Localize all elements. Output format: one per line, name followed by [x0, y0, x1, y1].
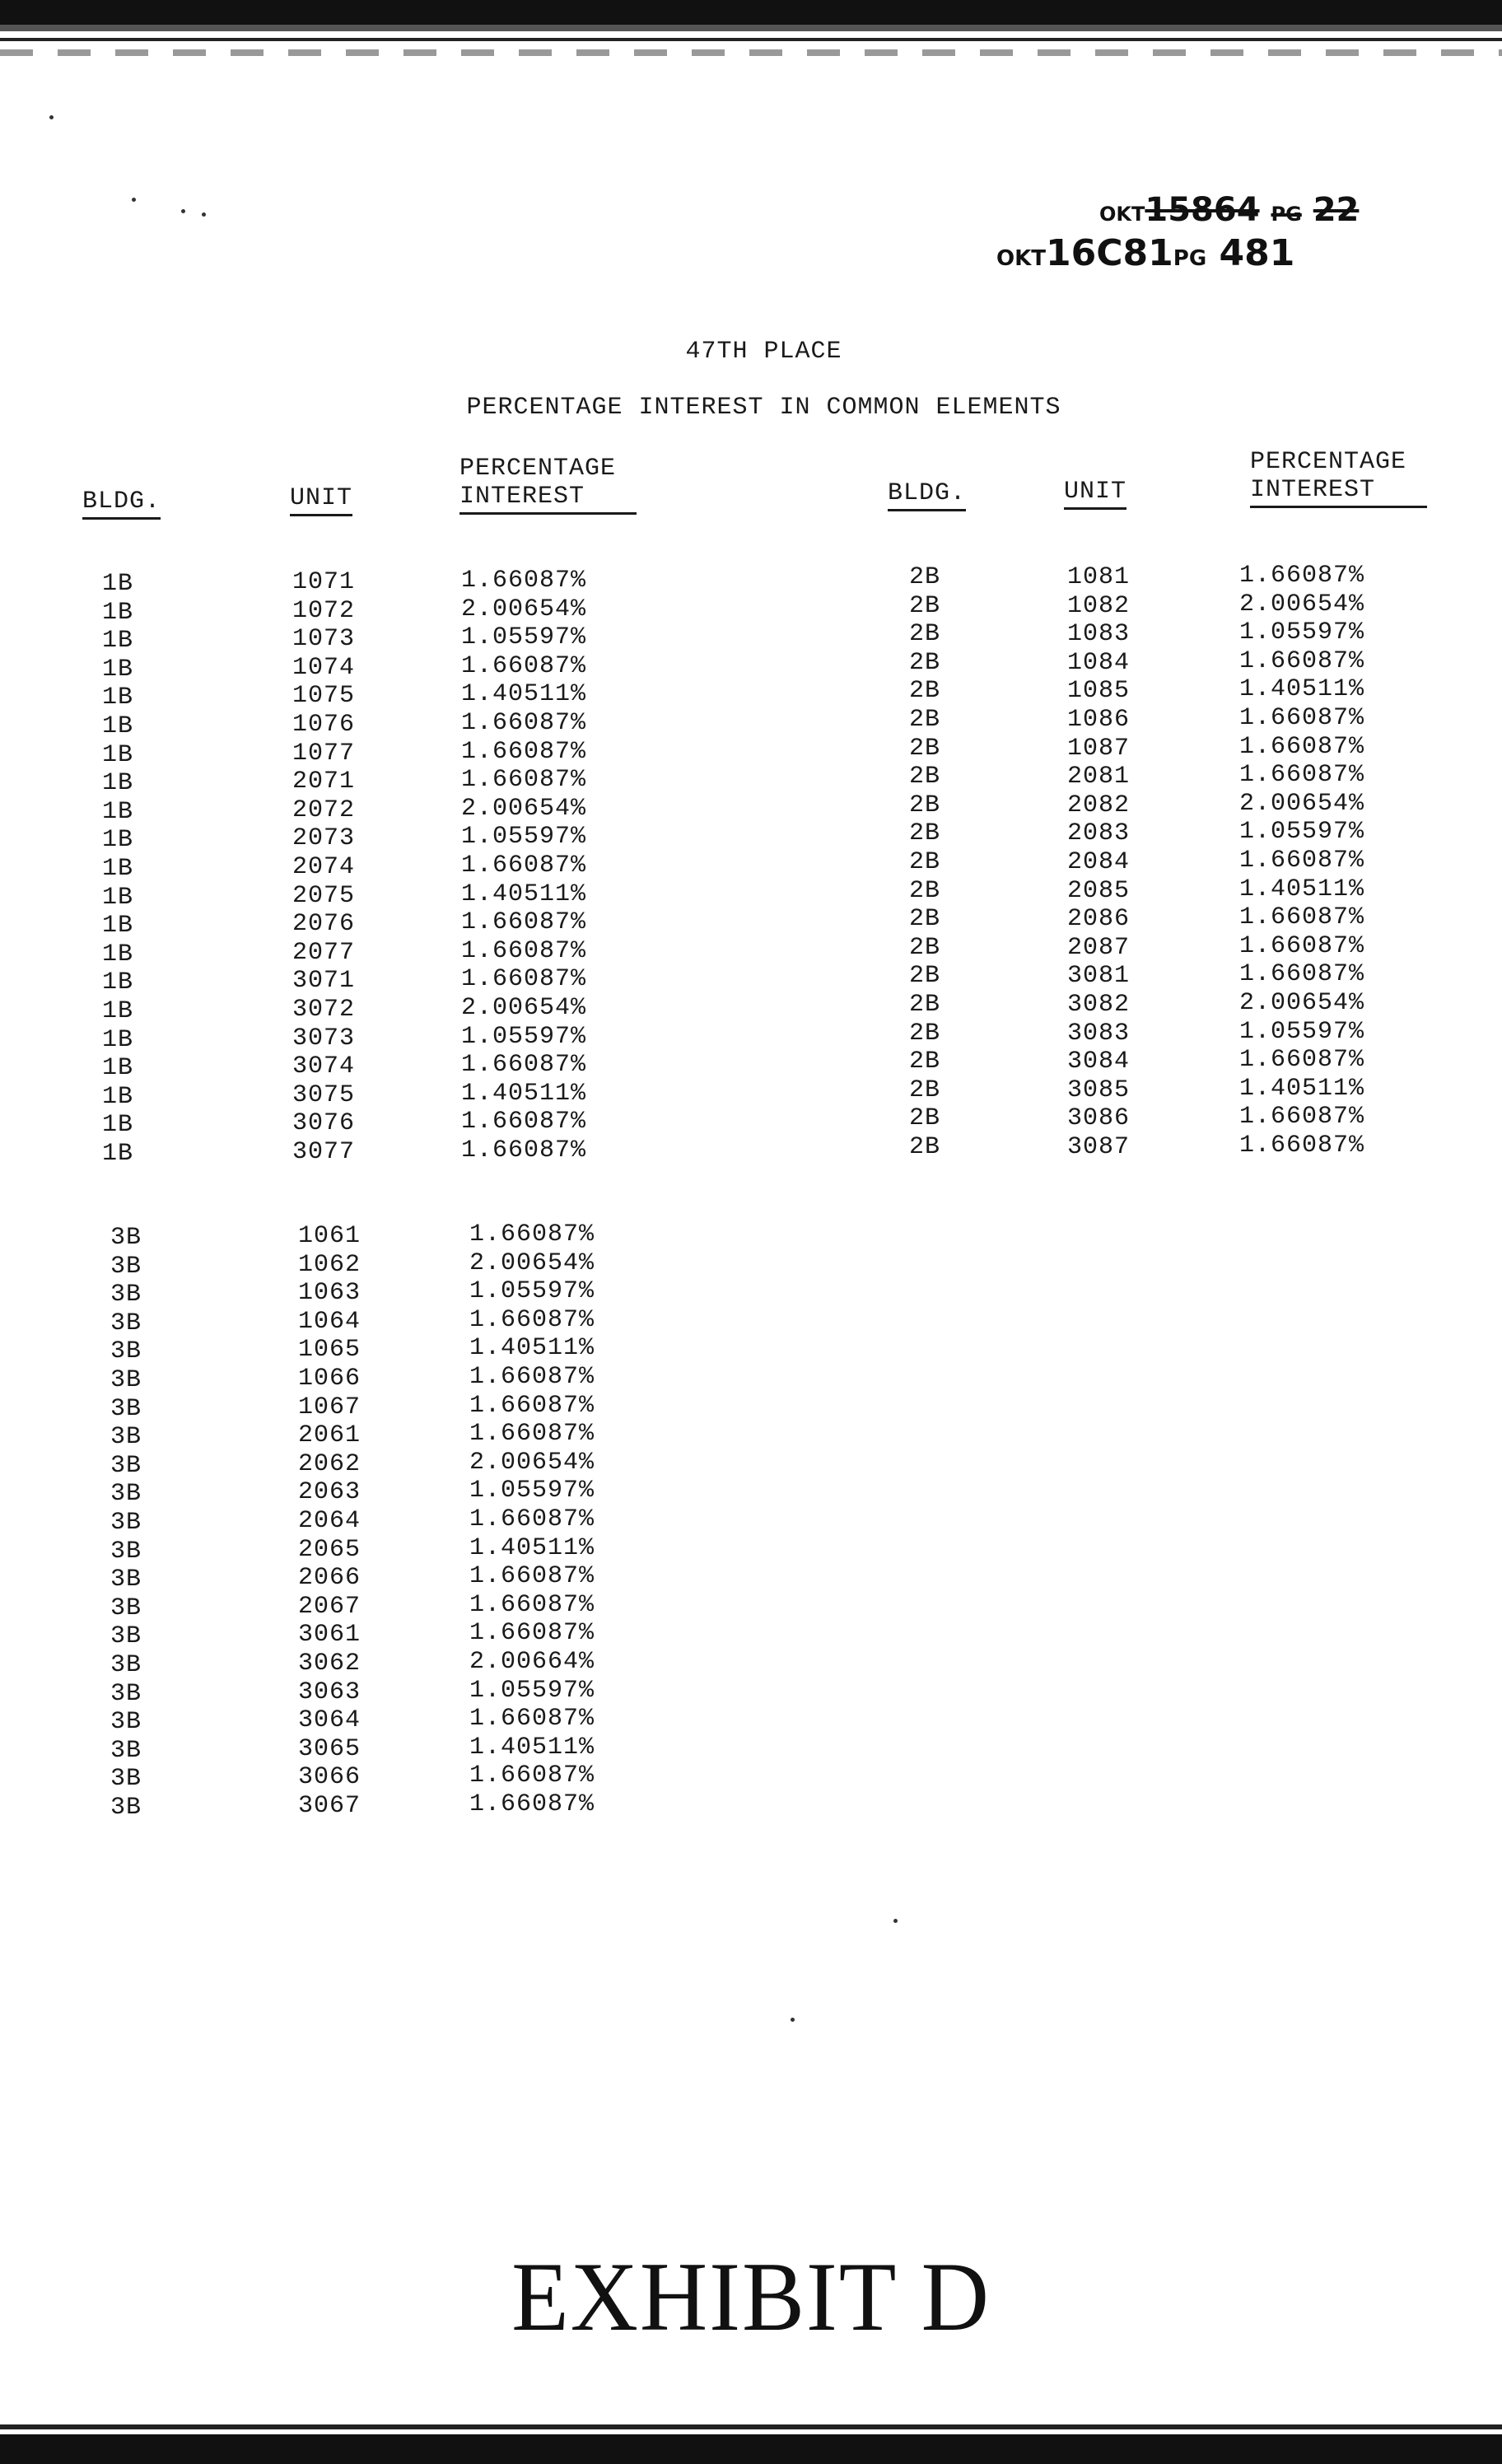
- unit-cell: 1072: [292, 596, 356, 625]
- unit-cell: 3076: [292, 1109, 356, 1138]
- percentage-cell: 1.66087%: [469, 1562, 595, 1591]
- unit-cell: 3075: [292, 1080, 356, 1109]
- bldg-cell: 3B: [110, 1451, 142, 1480]
- percentage-cell: 1.05597%: [469, 1277, 595, 1306]
- unit-cell: 2062: [298, 1449, 362, 1478]
- unit-cell: 3062: [298, 1649, 362, 1678]
- bldg-cell: 1B: [102, 826, 134, 855]
- bldg-cell: 1B: [102, 854, 134, 883]
- percentage-cell: 2.00654%: [1239, 988, 1365, 1017]
- header-bldg-left: BLDG.: [82, 488, 161, 520]
- document-title: 47TH PLACE: [685, 338, 842, 366]
- unit-cell: 1065: [298, 1336, 362, 1365]
- bldg-cell: 3B: [110, 1252, 142, 1281]
- pct-1b-column: [461, 567, 586, 1164]
- unit-cell: 1085: [1067, 677, 1131, 706]
- percentage-cell: 1.66087%: [469, 1305, 595, 1334]
- percentage-cell: 1.66087%: [1239, 761, 1365, 790]
- unit-cell: 3067: [298, 1791, 362, 1820]
- unit-cell: 2074: [292, 852, 356, 881]
- unit-1b-column: [292, 568, 355, 1166]
- percentage-cell: 1.66087%: [461, 936, 587, 965]
- recording-stamp-old: [1099, 191, 1359, 229]
- stamp-prefix: OKT: [1099, 203, 1145, 226]
- percentage-cell: 1.05597%: [1239, 1017, 1365, 1046]
- percentage-cell: 1.66087%: [1239, 562, 1365, 590]
- unit-cell: 2081: [1067, 763, 1131, 791]
- unit-cell: 1086: [1067, 705, 1131, 734]
- scan-speck: [791, 2018, 795, 2022]
- scan-top-noise: [0, 49, 1502, 56]
- scan-top-edge: [0, 0, 1502, 49]
- percentage-cell: 1.66087%: [1239, 1131, 1365, 1160]
- header-unit-left: UNIT: [290, 484, 352, 516]
- unit-cell: 2082: [1067, 791, 1131, 819]
- percentage-cell: 1.66087%: [461, 908, 587, 937]
- bldg-cell: 1B: [102, 627, 134, 656]
- bldg-cell: 2B: [909, 620, 941, 649]
- percentage-cell: 2.00654%: [1239, 590, 1365, 618]
- percentage-cell: 1.66087%: [1239, 703, 1365, 732]
- bldg-cell: 1B: [102, 740, 134, 769]
- percentage-cell: 2.00654%: [469, 1248, 595, 1277]
- bldg-cell: 1B: [102, 1139, 134, 1168]
- bldg-cell: 3B: [110, 1365, 142, 1394]
- percentage-cell: 1.40511%: [461, 880, 587, 908]
- unit-cell: 2073: [292, 824, 356, 853]
- percentage-cell: 2.00654%: [461, 595, 587, 623]
- bldg-cell: 1B: [102, 570, 134, 598]
- bldg-cell: 3B: [110, 1765, 142, 1794]
- percentage-cell: 1.66087%: [1239, 732, 1365, 761]
- percentage-cell: 1.05597%: [469, 1477, 595, 1505]
- bldg-cell: 1B: [102, 769, 134, 798]
- percentage-cell: 1.66087%: [461, 1136, 587, 1164]
- percentage-cell: 1.66087%: [469, 1619, 595, 1648]
- unit-cell: 1062: [298, 1250, 362, 1279]
- unit-cell: 3081: [1067, 962, 1131, 991]
- bldg-cell: 2B: [909, 563, 941, 591]
- bldg-cell: 2B: [909, 847, 941, 876]
- percentage-cell: 1.05597%: [1239, 818, 1365, 847]
- bldg-cell: 1B: [102, 996, 134, 1025]
- pct-2b-column: [1239, 562, 1364, 1160]
- percentage-cell: 1.66087%: [461, 708, 587, 737]
- bldg-cell: 2B: [909, 791, 941, 819]
- unit-cell: 2075: [292, 881, 356, 910]
- unit-cell: 1066: [298, 1364, 362, 1393]
- bldg-cell: 1B: [102, 598, 134, 627]
- bldg-cell: 2B: [909, 763, 941, 791]
- percentage-cell: 1.40511%: [1239, 875, 1365, 903]
- header-bldg-right: BLDG.: [888, 479, 966, 511]
- percentage-cell: 1.05597%: [469, 1676, 595, 1705]
- percentage-cell: 1.66087%: [1239, 960, 1365, 989]
- percentage-cell: 1.66087%: [469, 1391, 595, 1420]
- unit-cell: 2065: [298, 1535, 362, 1564]
- bldg-1b-column: [102, 570, 133, 1168]
- bldg-cell: 3B: [110, 1594, 142, 1622]
- unit-cell: 2067: [298, 1592, 362, 1621]
- bldg-cell: 1B: [102, 1025, 134, 1054]
- unit-cell: 3064: [298, 1706, 362, 1735]
- header-interest-left: INTEREST: [459, 483, 637, 515]
- stamp-pg: PG: [1271, 203, 1302, 226]
- unit-cell: 2061: [298, 1421, 362, 1450]
- bldg-cell: 3B: [110, 1480, 142, 1509]
- unit-cell: 2064: [298, 1506, 362, 1535]
- exhibit-label: EXHIBIT D: [511, 2242, 991, 2351]
- scan-speck: [202, 212, 206, 217]
- bldg-cell: 1B: [102, 940, 134, 968]
- unit-cell: 2083: [1067, 819, 1131, 848]
- bldg-cell: 2B: [909, 990, 941, 1019]
- bldg-cell: 1B: [102, 883, 134, 912]
- bldg-cell: 2B: [909, 1076, 941, 1104]
- unit-cell: 3061: [298, 1621, 362, 1650]
- percentage-cell: 2.00654%: [469, 1448, 595, 1477]
- percentage-cell: 1.66087%: [1239, 1103, 1365, 1132]
- bldg-cell: 3B: [110, 1537, 142, 1566]
- bldg-cell: 2B: [909, 1048, 941, 1076]
- bldg-cell: 3B: [110, 1566, 142, 1594]
- unit-cell: 1063: [298, 1279, 362, 1308]
- bldg-cell: 1B: [102, 797, 134, 826]
- percentage-cell: 2.00654%: [461, 794, 587, 823]
- bldg-cell: 3B: [110, 1281, 142, 1309]
- percentage-cell: 2.00654%: [461, 993, 587, 1022]
- percentage-cell: 2.00664%: [469, 1647, 595, 1676]
- stamp-prefix: OKT: [996, 246, 1046, 271]
- unit-cell: 2076: [292, 910, 356, 939]
- header-percentage-left: PERCENTAGE: [459, 455, 617, 483]
- unit-cell: 2071: [292, 768, 356, 796]
- unit-cell: 3066: [298, 1763, 362, 1792]
- stamp-number: 15864: [1145, 191, 1260, 229]
- unit-cell: 2077: [292, 938, 356, 967]
- unit-cell: 1082: [1067, 591, 1131, 620]
- bldg-cell: 2B: [909, 705, 941, 734]
- header-interest-right: INTEREST: [1250, 476, 1427, 508]
- bldg-cell: 2B: [909, 648, 941, 677]
- unit-cell: 3071: [292, 967, 356, 996]
- percentage-cell: 1.66087%: [461, 851, 587, 880]
- percentage-cell: 1.66087%: [469, 1505, 595, 1533]
- bldg-cell: 1B: [102, 684, 134, 712]
- bldg-cell: 2B: [909, 1019, 941, 1048]
- bldg-cell: 2B: [909, 1132, 941, 1161]
- percentage-cell: 1.66087%: [469, 1420, 595, 1449]
- unit-cell: 1074: [292, 653, 356, 682]
- percentage-cell: 1.66087%: [461, 766, 587, 795]
- header-unit-right: UNIT: [1064, 478, 1126, 510]
- percentage-cell: 1.40511%: [461, 680, 587, 709]
- unit-2b-column: [1067, 563, 1130, 1161]
- bldg-cell: 3B: [110, 1337, 142, 1366]
- bldg-cell: 1B: [102, 968, 134, 997]
- percentage-cell: 1.40511%: [1239, 1074, 1365, 1103]
- bldg-cell: 3B: [110, 1224, 142, 1252]
- bldg-cell: 3B: [110, 1508, 142, 1537]
- percentage-cell: 1.05597%: [461, 623, 587, 652]
- bldg-cell: 3B: [110, 1394, 142, 1423]
- percentage-cell: 1.66087%: [469, 1762, 595, 1790]
- unit-cell: 3087: [1067, 1132, 1131, 1161]
- percentage-cell: 1.66087%: [1239, 1046, 1365, 1075]
- percentage-cell: 1.66087%: [469, 1590, 595, 1619]
- percentage-cell: 1.05597%: [1239, 618, 1365, 647]
- stamp-pg: PG: [1173, 246, 1207, 271]
- percentage-cell: 1.40511%: [469, 1533, 595, 1562]
- unit-cell: 2085: [1067, 876, 1131, 905]
- percentage-cell: 1.66087%: [469, 1790, 595, 1818]
- bldg-cell: 2B: [909, 905, 941, 934]
- percentage-cell: 1.66087%: [1239, 646, 1365, 675]
- scan-speck: [49, 115, 54, 119]
- percentage-cell: 1.66087%: [1239, 931, 1365, 960]
- recording-stamp-new: [996, 232, 1294, 274]
- scan-speck: [132, 198, 136, 202]
- unit-cell: 1077: [292, 739, 356, 768]
- bldg-cell: 3B: [110, 1679, 142, 1708]
- bldg-cell: 3B: [110, 1622, 142, 1651]
- bldg-cell: 2B: [909, 677, 941, 706]
- stamp-number: 16C81: [1046, 232, 1173, 274]
- bldg-cell: 1B: [102, 655, 134, 684]
- stamp-page: 481: [1219, 232, 1295, 274]
- bldg-cell: 2B: [909, 591, 941, 620]
- bldg-cell: 2B: [909, 734, 941, 763]
- unit-cell: 1061: [298, 1222, 362, 1250]
- unit-cell: 2066: [298, 1564, 362, 1593]
- percentage-cell: 1.66087%: [1239, 903, 1365, 932]
- bldg-cell: 2B: [909, 876, 941, 905]
- percentage-cell: 1.66087%: [461, 1051, 587, 1080]
- bldg-cell: 1B: [102, 1082, 134, 1111]
- scan-speck: [181, 209, 185, 213]
- scan-speck: [893, 1919, 898, 1923]
- unit-cell: 1087: [1067, 734, 1131, 763]
- unit-cell: 1064: [298, 1307, 362, 1336]
- unit-cell: 3074: [292, 1052, 356, 1081]
- unit-cell: 3086: [1067, 1104, 1131, 1133]
- unit-cell: 3077: [292, 1137, 356, 1166]
- bldg-cell: 3B: [110, 1309, 142, 1337]
- unit-cell: 3065: [298, 1734, 362, 1763]
- bldg-cell: 1B: [102, 712, 134, 740]
- document-subtitle: PERCENTAGE INTEREST IN COMMON ELEMENTS: [466, 394, 1061, 422]
- unit-cell: 1073: [292, 625, 356, 654]
- percentage-cell: 1.40511%: [469, 1334, 595, 1363]
- percentage-cell: 1.66087%: [461, 567, 587, 595]
- bldg-cell: 2B: [909, 1104, 941, 1133]
- percentage-cell: 1.66087%: [469, 1705, 595, 1734]
- percentage-cell: 1.66087%: [461, 1108, 587, 1136]
- unit-cell: 2087: [1067, 933, 1131, 962]
- bldg-cell: 1B: [102, 912, 134, 940]
- bldg-cell: 3B: [110, 1708, 142, 1737]
- unit-cell: 3084: [1067, 1048, 1131, 1076]
- bldg-cell: 2B: [909, 819, 941, 848]
- bldg-cell: 1B: [102, 1054, 134, 1083]
- percentage-cell: 2.00654%: [1239, 789, 1365, 818]
- bldg-2b-column: [909, 563, 940, 1161]
- unit-cell: 1067: [298, 1393, 362, 1421]
- unit-cell: 1071: [292, 568, 356, 596]
- unit-cell: 1075: [292, 682, 356, 711]
- unit-cell: 1081: [1067, 563, 1131, 591]
- percentage-cell: 1.66087%: [461, 965, 587, 994]
- percentage-cell: 1.40511%: [461, 1079, 587, 1108]
- unit-cell: 3085: [1067, 1076, 1131, 1104]
- unit-cell: 3073: [292, 1024, 356, 1052]
- unit-3b-column: [298, 1222, 361, 1820]
- percentage-cell: 1.66087%: [461, 737, 587, 766]
- bldg-cell: 2B: [909, 933, 941, 962]
- percentage-cell: 1.66087%: [469, 1362, 595, 1391]
- bldg-3b-column: [110, 1224, 142, 1822]
- unit-cell: 2086: [1067, 905, 1131, 934]
- unit-cell: 1083: [1067, 620, 1131, 649]
- bldg-cell: 2B: [909, 962, 941, 991]
- bldg-cell: 1B: [102, 1111, 134, 1140]
- percentage-cell: 1.40511%: [469, 1733, 595, 1762]
- percentage-cell: 1.66087%: [1239, 846, 1365, 875]
- unit-cell: 3072: [292, 995, 356, 1024]
- unit-cell: 3082: [1067, 990, 1131, 1019]
- percentage-cell: 1.66087%: [469, 1220, 595, 1248]
- pct-3b-column: [469, 1220, 595, 1818]
- unit-cell: 1084: [1067, 648, 1131, 677]
- header-percentage-right: PERCENTAGE: [1250, 448, 1407, 476]
- stamp-page: 22: [1313, 191, 1360, 229]
- percentage-cell: 1.66087%: [461, 651, 587, 680]
- scan-bottom-edge: [0, 2421, 1502, 2464]
- unit-cell: 2072: [292, 796, 356, 824]
- bldg-cell: 3B: [110, 1423, 142, 1452]
- unit-cell: 3063: [298, 1678, 362, 1706]
- unit-cell: 2063: [298, 1478, 362, 1507]
- bldg-cell: 3B: [110, 1650, 142, 1679]
- percentage-cell: 1.05597%: [461, 823, 587, 852]
- bldg-cell: 3B: [110, 1736, 142, 1765]
- percentage-cell: 1.40511%: [1239, 675, 1365, 704]
- bldg-cell: 3B: [110, 1793, 142, 1822]
- percentage-cell: 1.05597%: [461, 1022, 587, 1051]
- unit-cell: 2084: [1067, 847, 1131, 876]
- unit-cell: 3083: [1067, 1019, 1131, 1048]
- unit-cell: 1076: [292, 710, 356, 739]
